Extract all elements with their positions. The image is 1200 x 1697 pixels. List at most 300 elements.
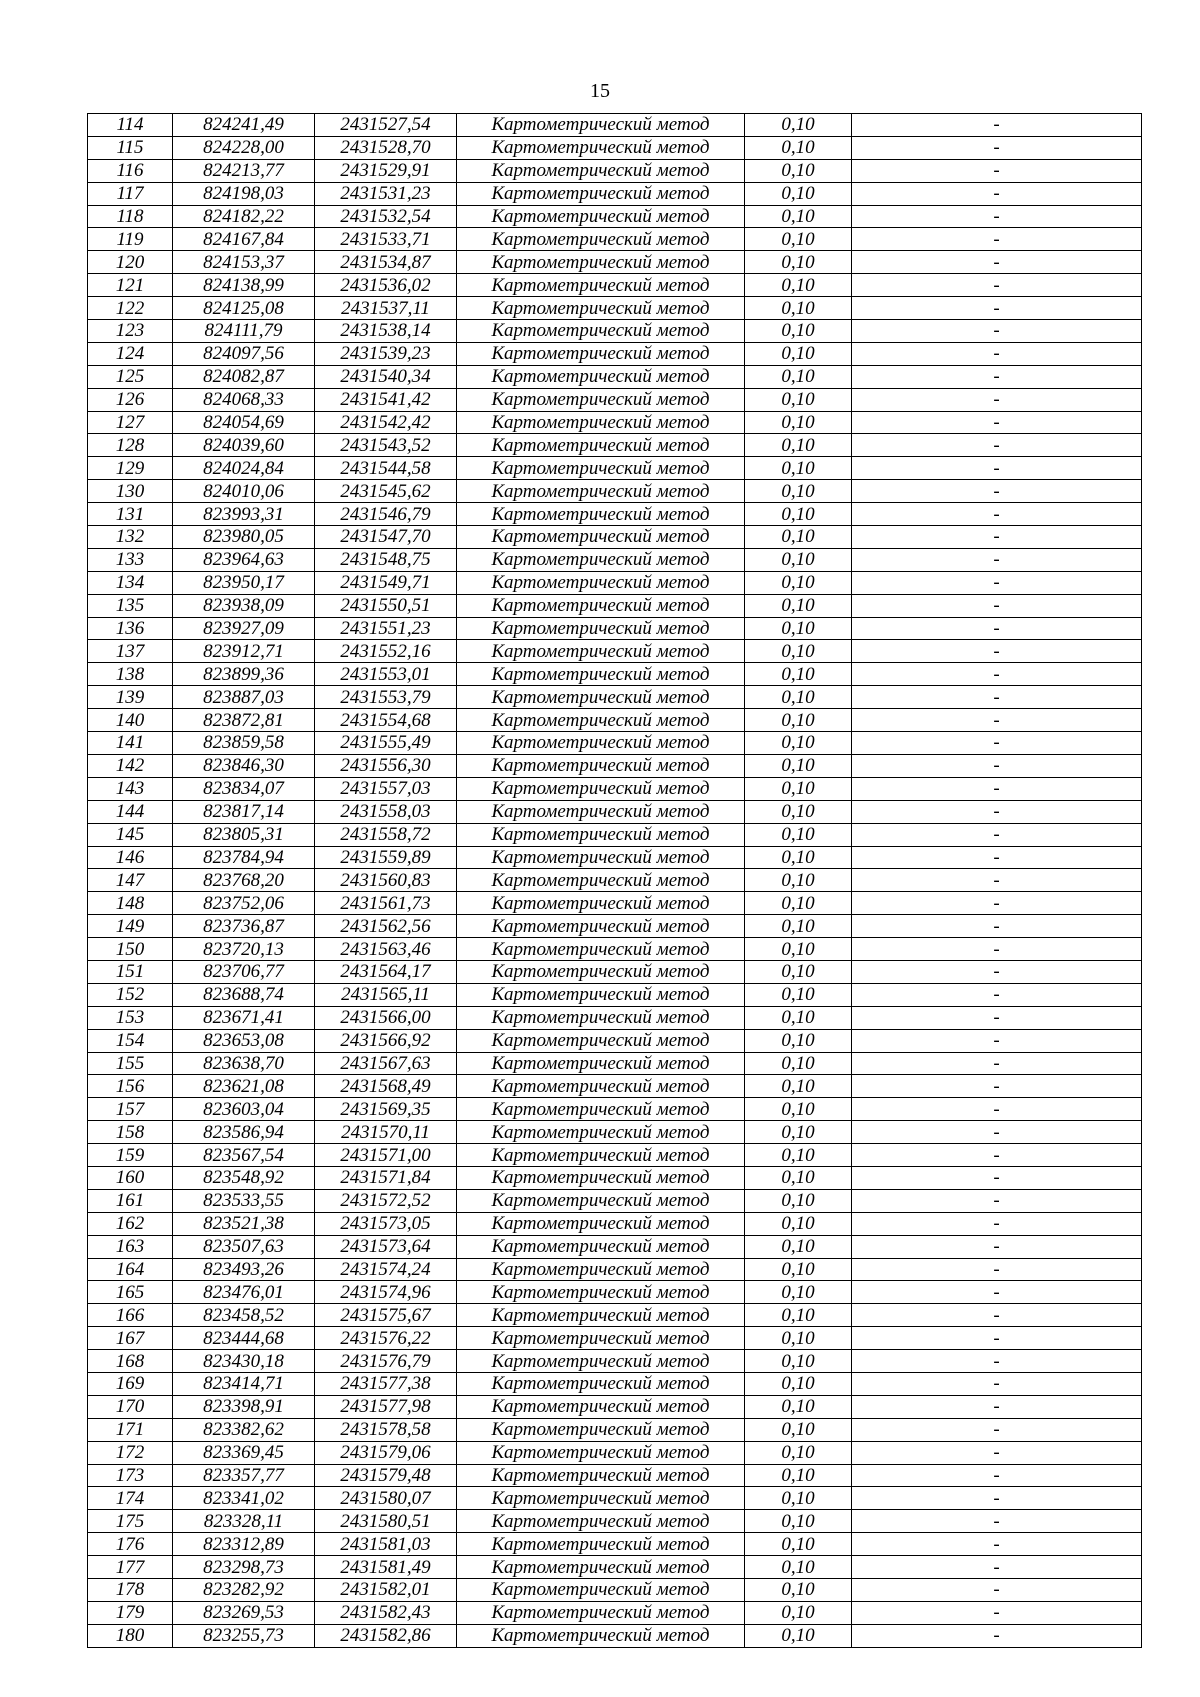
accuracy-cell: 0,10	[745, 457, 852, 480]
x-coordinate-cell: 824213,77	[173, 159, 315, 182]
method-cell: Картометрический метод	[457, 1533, 745, 1556]
point-number-cell: 171	[88, 1418, 173, 1441]
method-cell: Картометрический метод	[457, 1327, 745, 1350]
accuracy-cell: 0,10	[745, 388, 852, 411]
point-number-cell: 146	[88, 846, 173, 869]
y-coordinate-cell: 2431570,11	[315, 1121, 457, 1144]
x-coordinate-cell: 824182,22	[173, 205, 315, 228]
table-row	[88, 1487, 1142, 1510]
point-number-cell: 179	[88, 1601, 173, 1624]
description-cell: -	[852, 1235, 1142, 1258]
method-cell: Картометрический метод	[457, 732, 745, 755]
page-number: 15	[590, 80, 610, 102]
y-coordinate-cell: 2431537,11	[315, 297, 457, 320]
point-number-cell: 174	[88, 1487, 173, 1510]
method-cell: Картометрический метод	[457, 1212, 745, 1235]
method-cell: Картометрический метод	[457, 1350, 745, 1373]
point-number-cell: 140	[88, 709, 173, 732]
method-cell: Картометрический метод	[457, 686, 745, 709]
x-coordinate-cell: 823805,31	[173, 823, 315, 846]
accuracy-cell: 0,10	[745, 1121, 852, 1144]
point-number-cell: 177	[88, 1556, 173, 1579]
method-cell: Картометрический метод	[457, 1441, 745, 1464]
x-coordinate-cell: 824054,69	[173, 411, 315, 434]
accuracy-cell: 0,10	[745, 205, 852, 228]
table-row	[88, 434, 1142, 457]
table-row	[88, 1579, 1142, 1602]
x-coordinate-cell: 823312,89	[173, 1533, 315, 1556]
point-number-cell: 134	[88, 571, 173, 594]
point-number-cell: 162	[88, 1212, 173, 1235]
description-cell: -	[852, 342, 1142, 365]
description-cell: -	[852, 503, 1142, 526]
x-coordinate-cell: 824241,49	[173, 114, 315, 137]
table-row	[88, 1258, 1142, 1281]
table-row	[88, 983, 1142, 1006]
x-coordinate-cell: 823341,02	[173, 1487, 315, 1510]
description-cell: -	[852, 1418, 1142, 1441]
description-cell: -	[852, 777, 1142, 800]
point-number-cell: 126	[88, 388, 173, 411]
table-row	[88, 1212, 1142, 1235]
accuracy-cell: 0,10	[745, 1372, 852, 1395]
description-cell: -	[852, 297, 1142, 320]
accuracy-cell: 0,10	[745, 1166, 852, 1189]
description-cell: -	[852, 182, 1142, 205]
y-coordinate-cell: 2431581,49	[315, 1556, 457, 1579]
table-row	[88, 915, 1142, 938]
accuracy-cell: 0,10	[745, 1579, 852, 1602]
method-cell: Картометрический метод	[457, 1418, 745, 1441]
point-number-cell: 167	[88, 1327, 173, 1350]
method-cell: Картометрический метод	[457, 754, 745, 777]
table-row	[88, 228, 1142, 251]
accuracy-cell: 0,10	[745, 846, 852, 869]
method-cell: Картометрический метод	[457, 274, 745, 297]
description-cell: -	[852, 1327, 1142, 1350]
description-cell: -	[852, 1556, 1142, 1579]
method-cell: Картометрический метод	[457, 205, 745, 228]
accuracy-cell: 0,10	[745, 869, 852, 892]
y-coordinate-cell: 2431527,54	[315, 114, 457, 137]
method-cell: Картометрический метод	[457, 1624, 745, 1647]
y-coordinate-cell: 2431551,23	[315, 617, 457, 640]
x-coordinate-cell: 823298,73	[173, 1556, 315, 1579]
table-row	[88, 182, 1142, 205]
accuracy-cell: 0,10	[745, 571, 852, 594]
accuracy-cell: 0,10	[745, 1075, 852, 1098]
method-cell: Картометрический метод	[457, 503, 745, 526]
point-number-cell: 120	[88, 251, 173, 274]
x-coordinate-cell: 823859,58	[173, 732, 315, 755]
x-coordinate-cell: 823621,08	[173, 1075, 315, 1098]
description-cell: -	[852, 823, 1142, 846]
description-cell: -	[852, 594, 1142, 617]
description-cell: -	[852, 960, 1142, 983]
accuracy-cell: 0,10	[745, 1098, 852, 1121]
table-row	[88, 205, 1142, 228]
table-row	[88, 1029, 1142, 1052]
description-cell: -	[852, 480, 1142, 503]
description-cell: -	[852, 869, 1142, 892]
description-cell: -	[852, 686, 1142, 709]
y-coordinate-cell: 2431580,07	[315, 1487, 457, 1510]
x-coordinate-cell: 824111,79	[173, 320, 315, 343]
point-number-cell: 115	[88, 136, 173, 159]
accuracy-cell: 0,10	[745, 228, 852, 251]
table-row	[88, 800, 1142, 823]
table-row	[88, 777, 1142, 800]
y-coordinate-cell: 2431529,91	[315, 159, 457, 182]
y-coordinate-cell: 2431554,68	[315, 709, 457, 732]
accuracy-cell: 0,10	[745, 686, 852, 709]
description-cell: -	[852, 1441, 1142, 1464]
table-row	[88, 1121, 1142, 1144]
table-row	[88, 1327, 1142, 1350]
description-cell: -	[852, 320, 1142, 343]
description-cell: -	[852, 1281, 1142, 1304]
method-cell: Картометрический метод	[457, 846, 745, 869]
accuracy-cell: 0,10	[745, 297, 852, 320]
x-coordinate-cell: 823638,70	[173, 1052, 315, 1075]
description-cell: -	[852, 411, 1142, 434]
accuracy-cell: 0,10	[745, 709, 852, 732]
accuracy-cell: 0,10	[745, 274, 852, 297]
table-row	[88, 1189, 1142, 1212]
accuracy-cell: 0,10	[745, 1487, 852, 1510]
method-cell: Картометрический метод	[457, 800, 745, 823]
x-coordinate-cell: 823653,08	[173, 1029, 315, 1052]
x-coordinate-cell: 823458,52	[173, 1304, 315, 1327]
accuracy-cell: 0,10	[745, 1601, 852, 1624]
point-number-cell: 155	[88, 1052, 173, 1075]
table-row	[88, 411, 1142, 434]
x-coordinate-cell: 823688,74	[173, 983, 315, 1006]
table-row	[88, 1372, 1142, 1395]
x-coordinate-cell: 823887,03	[173, 686, 315, 709]
description-cell: -	[852, 434, 1142, 457]
table-row	[88, 823, 1142, 846]
method-cell: Картометрический метод	[457, 594, 745, 617]
y-coordinate-cell: 2431575,67	[315, 1304, 457, 1327]
method-cell: Картометрический метод	[457, 136, 745, 159]
accuracy-cell: 0,10	[745, 480, 852, 503]
description-cell: -	[852, 228, 1142, 251]
x-coordinate-cell: 824024,84	[173, 457, 315, 480]
description-cell: -	[852, 205, 1142, 228]
method-cell: Картометрический метод	[457, 297, 745, 320]
point-number-cell: 117	[88, 182, 173, 205]
accuracy-cell: 0,10	[745, 1052, 852, 1075]
description-cell: -	[852, 1121, 1142, 1144]
description-cell: -	[852, 1601, 1142, 1624]
accuracy-cell: 0,10	[745, 800, 852, 823]
accuracy-cell: 0,10	[745, 1510, 852, 1533]
method-cell: Картометрический метод	[457, 1258, 745, 1281]
y-coordinate-cell: 2431582,01	[315, 1579, 457, 1602]
description-cell: -	[852, 457, 1142, 480]
point-number-cell: 175	[88, 1510, 173, 1533]
y-coordinate-cell: 2431528,70	[315, 136, 457, 159]
y-coordinate-cell: 2431571,00	[315, 1144, 457, 1167]
point-number-cell: 156	[88, 1075, 173, 1098]
method-cell: Картометрический метод	[457, 1510, 745, 1533]
description-cell: -	[852, 1533, 1142, 1556]
point-number-cell: 137	[88, 640, 173, 663]
y-coordinate-cell: 2431552,16	[315, 640, 457, 663]
y-coordinate-cell: 2431571,84	[315, 1166, 457, 1189]
method-cell: Картометрический метод	[457, 1189, 745, 1212]
description-cell: -	[852, 640, 1142, 663]
point-number-cell: 144	[88, 800, 173, 823]
x-coordinate-cell: 823521,38	[173, 1212, 315, 1235]
accuracy-cell: 0,10	[745, 1212, 852, 1235]
accuracy-cell: 0,10	[745, 1006, 852, 1029]
method-cell: Картометрический метод	[457, 1052, 745, 1075]
method-cell: Картометрический метод	[457, 1487, 745, 1510]
x-coordinate-cell: 824138,99	[173, 274, 315, 297]
y-coordinate-cell: 2431569,35	[315, 1098, 457, 1121]
y-coordinate-cell: 2431565,11	[315, 983, 457, 1006]
point-number-cell: 178	[88, 1579, 173, 1602]
y-coordinate-cell: 2431540,34	[315, 365, 457, 388]
accuracy-cell: 0,10	[745, 823, 852, 846]
method-cell: Картометрический метод	[457, 1281, 745, 1304]
point-number-cell: 138	[88, 663, 173, 686]
point-number-cell: 125	[88, 365, 173, 388]
table-row	[88, 754, 1142, 777]
y-coordinate-cell: 2431548,75	[315, 548, 457, 571]
accuracy-cell: 0,10	[745, 1281, 852, 1304]
description-cell: -	[852, 663, 1142, 686]
method-cell: Картометрический метод	[457, 1235, 745, 1258]
accuracy-cell: 0,10	[745, 663, 852, 686]
description-cell: -	[852, 1166, 1142, 1189]
description-cell: -	[852, 1075, 1142, 1098]
x-coordinate-cell: 823255,73	[173, 1624, 315, 1647]
x-coordinate-cell: 823752,06	[173, 892, 315, 915]
accuracy-cell: 0,10	[745, 1395, 852, 1418]
x-coordinate-cell: 823357,77	[173, 1464, 315, 1487]
point-number-cell: 157	[88, 1098, 173, 1121]
point-number-cell: 127	[88, 411, 173, 434]
method-cell: Картометрический метод	[457, 983, 745, 1006]
method-cell: Картометрический метод	[457, 548, 745, 571]
table-row	[88, 686, 1142, 709]
y-coordinate-cell: 2431538,14	[315, 320, 457, 343]
y-coordinate-cell: 2431547,70	[315, 526, 457, 549]
table-row	[88, 709, 1142, 732]
description-cell: -	[852, 732, 1142, 755]
table-row	[88, 1166, 1142, 1189]
description-cell: -	[852, 1487, 1142, 1510]
table-row	[88, 480, 1142, 503]
table-row	[88, 1350, 1142, 1373]
y-coordinate-cell: 2431539,23	[315, 342, 457, 365]
accuracy-cell: 0,10	[745, 983, 852, 1006]
accuracy-cell: 0,10	[745, 342, 852, 365]
point-number-cell: 143	[88, 777, 173, 800]
accuracy-cell: 0,10	[745, 777, 852, 800]
x-coordinate-cell: 823282,92	[173, 1579, 315, 1602]
y-coordinate-cell: 2431581,03	[315, 1533, 457, 1556]
x-coordinate-cell: 823927,09	[173, 617, 315, 640]
point-number-cell: 159	[88, 1144, 173, 1167]
point-number-cell: 141	[88, 732, 173, 755]
table-row	[88, 548, 1142, 571]
table-row	[88, 1464, 1142, 1487]
point-number-cell: 153	[88, 1006, 173, 1029]
accuracy-cell: 0,10	[745, 434, 852, 457]
y-coordinate-cell: 2431559,89	[315, 846, 457, 869]
table-row	[88, 251, 1142, 274]
x-coordinate-cell: 823899,36	[173, 663, 315, 686]
table-row	[88, 640, 1142, 663]
description-cell: -	[852, 159, 1142, 182]
description-cell: -	[852, 1212, 1142, 1235]
y-coordinate-cell: 2431577,98	[315, 1395, 457, 1418]
method-cell: Картометрический метод	[457, 434, 745, 457]
x-coordinate-cell: 823398,91	[173, 1395, 315, 1418]
method-cell: Картометрический метод	[457, 1006, 745, 1029]
accuracy-cell: 0,10	[745, 594, 852, 617]
accuracy-cell: 0,10	[745, 1533, 852, 1556]
description-cell: -	[852, 1395, 1142, 1418]
point-number-cell: 147	[88, 869, 173, 892]
y-coordinate-cell: 2431579,06	[315, 1441, 457, 1464]
table-row	[88, 1395, 1142, 1418]
point-number-cell: 148	[88, 892, 173, 915]
point-number-cell: 150	[88, 938, 173, 961]
table-row	[88, 526, 1142, 549]
y-coordinate-cell: 2431577,38	[315, 1372, 457, 1395]
x-coordinate-cell: 823872,81	[173, 709, 315, 732]
table-row	[88, 938, 1142, 961]
method-cell: Картометрический метод	[457, 159, 745, 182]
table-row	[88, 892, 1142, 915]
x-coordinate-cell: 823603,04	[173, 1098, 315, 1121]
method-cell: Картометрический метод	[457, 480, 745, 503]
method-cell: Картометрический метод	[457, 320, 745, 343]
table-row	[88, 457, 1142, 480]
point-number-cell: 118	[88, 205, 173, 228]
description-cell: -	[852, 617, 1142, 640]
point-number-cell: 160	[88, 1166, 173, 1189]
table-row	[88, 1510, 1142, 1533]
y-coordinate-cell: 2431542,42	[315, 411, 457, 434]
accuracy-cell: 0,10	[745, 159, 852, 182]
x-coordinate-cell: 823430,18	[173, 1350, 315, 1373]
x-coordinate-cell: 823444,68	[173, 1327, 315, 1350]
x-coordinate-cell: 823768,20	[173, 869, 315, 892]
point-number-cell: 161	[88, 1189, 173, 1212]
point-number-cell: 130	[88, 480, 173, 503]
description-cell: -	[852, 114, 1142, 137]
x-coordinate-cell: 823328,11	[173, 1510, 315, 1533]
point-number-cell: 116	[88, 159, 173, 182]
point-number-cell: 133	[88, 548, 173, 571]
description-cell: -	[852, 1372, 1142, 1395]
accuracy-cell: 0,10	[745, 754, 852, 777]
accuracy-cell: 0,10	[745, 1464, 852, 1487]
x-coordinate-cell: 823993,31	[173, 503, 315, 526]
point-number-cell: 151	[88, 960, 173, 983]
accuracy-cell: 0,10	[745, 732, 852, 755]
y-coordinate-cell: 2431558,72	[315, 823, 457, 846]
y-coordinate-cell: 2431568,49	[315, 1075, 457, 1098]
table-row	[88, 1304, 1142, 1327]
table-row	[88, 1281, 1142, 1304]
description-cell: -	[852, 709, 1142, 732]
description-cell: -	[852, 1098, 1142, 1121]
description-cell: -	[852, 526, 1142, 549]
description-cell: -	[852, 915, 1142, 938]
point-number-cell: 129	[88, 457, 173, 480]
table-row	[88, 1418, 1142, 1441]
point-number-cell: 154	[88, 1029, 173, 1052]
accuracy-cell: 0,10	[745, 182, 852, 205]
table-row	[88, 274, 1142, 297]
y-coordinate-cell: 2431558,03	[315, 800, 457, 823]
y-coordinate-cell: 2431555,49	[315, 732, 457, 755]
y-coordinate-cell: 2431541,42	[315, 388, 457, 411]
accuracy-cell: 0,10	[745, 1418, 852, 1441]
table-row	[88, 503, 1142, 526]
table-row	[88, 1075, 1142, 1098]
description-cell: -	[852, 846, 1142, 869]
point-number-cell: 142	[88, 754, 173, 777]
accuracy-cell: 0,10	[745, 1304, 852, 1327]
accuracy-cell: 0,10	[745, 251, 852, 274]
y-coordinate-cell: 2431556,30	[315, 754, 457, 777]
x-coordinate-cell: 823912,71	[173, 640, 315, 663]
point-number-cell: 122	[88, 297, 173, 320]
table-row	[88, 869, 1142, 892]
method-cell: Картометрический метод	[457, 960, 745, 983]
accuracy-cell: 0,10	[745, 1029, 852, 1052]
point-number-cell: 180	[88, 1624, 173, 1647]
y-coordinate-cell: 2431573,64	[315, 1235, 457, 1258]
table-row	[88, 159, 1142, 182]
method-cell: Картометрический метод	[457, 823, 745, 846]
coordinates-table-body	[88, 114, 1142, 1648]
y-coordinate-cell: 2431549,71	[315, 571, 457, 594]
accuracy-cell: 0,10	[745, 1235, 852, 1258]
point-number-cell: 136	[88, 617, 173, 640]
y-coordinate-cell: 2431534,87	[315, 251, 457, 274]
y-coordinate-cell: 2431564,17	[315, 960, 457, 983]
accuracy-cell: 0,10	[745, 1441, 852, 1464]
point-number-cell: 158	[88, 1121, 173, 1144]
table-row	[88, 1052, 1142, 1075]
y-coordinate-cell: 2431557,03	[315, 777, 457, 800]
x-coordinate-cell: 824039,60	[173, 434, 315, 457]
accuracy-cell: 0,10	[745, 548, 852, 571]
accuracy-cell: 0,10	[745, 1556, 852, 1579]
y-coordinate-cell: 2431553,01	[315, 663, 457, 686]
accuracy-cell: 0,10	[745, 411, 852, 434]
x-coordinate-cell: 823706,77	[173, 960, 315, 983]
method-cell: Картометрический метод	[457, 1372, 745, 1395]
y-coordinate-cell: 2431582,43	[315, 1601, 457, 1624]
y-coordinate-cell: 2431560,83	[315, 869, 457, 892]
description-cell: -	[852, 1464, 1142, 1487]
table-row	[88, 571, 1142, 594]
y-coordinate-cell: 2431553,79	[315, 686, 457, 709]
x-coordinate-cell: 824125,08	[173, 297, 315, 320]
point-number-cell: 114	[88, 114, 173, 137]
accuracy-cell: 0,10	[745, 526, 852, 549]
